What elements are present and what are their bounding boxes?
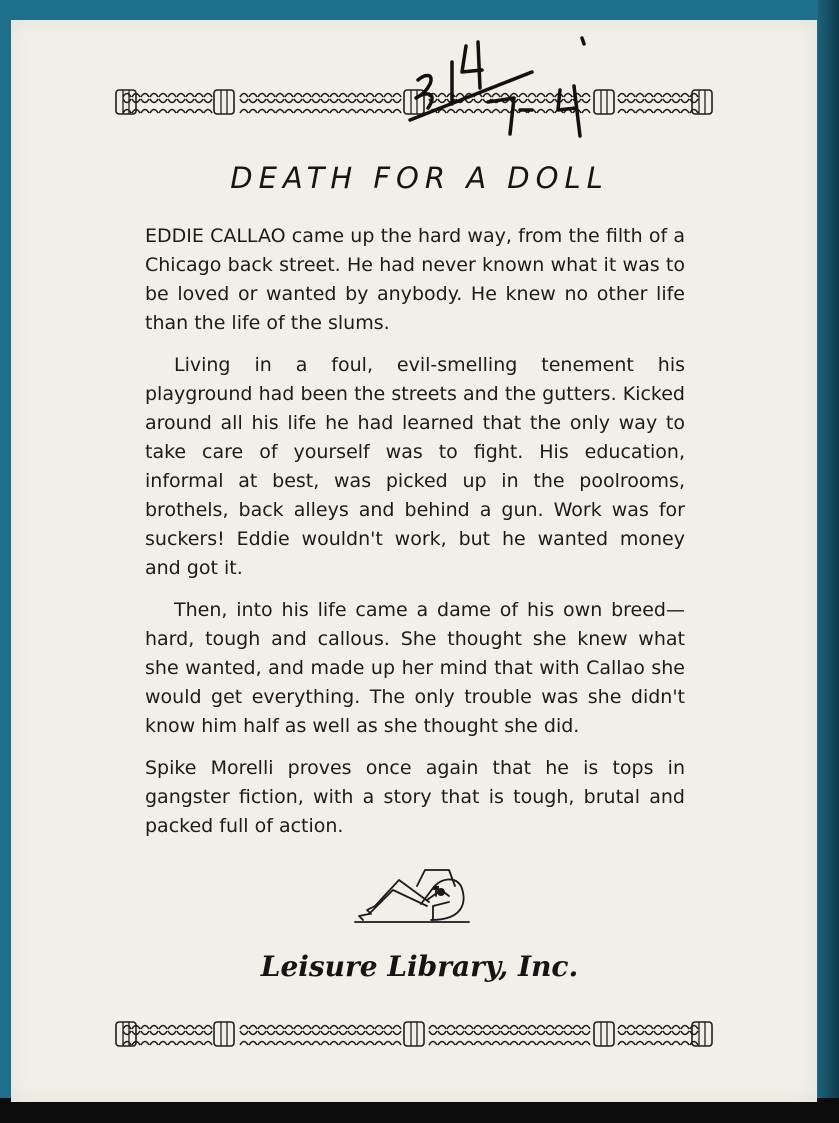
blurb-text [145,222,685,854]
handwritten-note [400,28,600,138]
bottom-rope-border [114,1020,714,1048]
blurb-paragraph-4: Spike Morelli proves once again that he is tops in gangster fiction, with a story that is tough, brutal and packed full of action. [145,757,685,837]
man-reading-in-armchair-icon [353,856,471,926]
blurb-paragraph-3: Then, into his life came a dame of his own breed—hard, tough and callous. She thought she knew what she wanted, and made up her mind that with Callao she would get everything. The only trouble was she didn't know him half as well as she thought she did. [145,599,685,737]
blurb-paragraph-1: EDDIE CALLAO came up the hard way, from the filth of a Chicago back street. He had never known what it was to be loved or wanted by anybody. He knew no other life than the life of the slums. [145,225,685,334]
publisher-name: Leisure Library, Inc. [260,950,579,983]
rope-border-pattern [114,1020,714,1048]
blurb-paragraph-2: Living in a foul, evil-smelling tenement his playground had been the streets and the gutters. Kicked around all his life he had learned that the only way to take care of yourself was to fight. His education, informal at best, was picked up in the poolrooms, brothels, back alleys and behind a gun. Work was for suckers! Eddie wouldn't work, but he wanted money and got it. [145,354,685,579]
book-title: DEATH FOR A DOLL [230,161,609,195]
